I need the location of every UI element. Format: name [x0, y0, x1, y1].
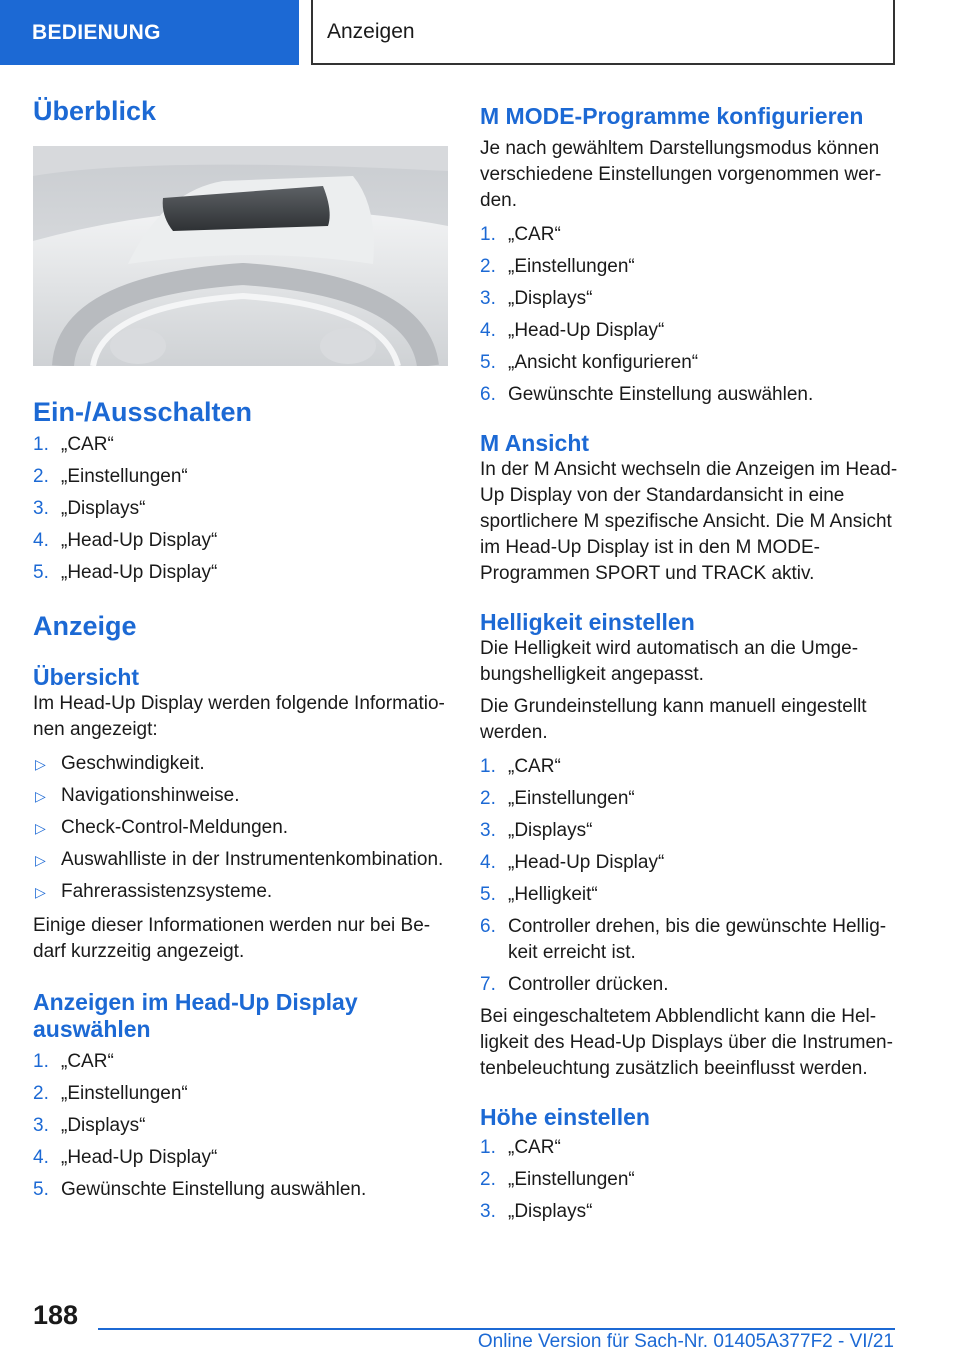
height-steps — [480, 1135, 900, 1225]
list-item: ▷ Geschwindigkeit. — [33, 751, 453, 777]
list-item: ▷ Fahrerassistenzsysteme. — [33, 879, 453, 905]
select-steps — [33, 1049, 453, 1203]
mview-heading: M Ansicht — [480, 430, 590, 456]
list-item: 5. „Head-Up Display“ — [33, 562, 218, 583]
onoff-steps — [33, 432, 453, 586]
mview-text: In der M Ansicht wechseln die Anzeigen im Head-Up Display von der Standardansicht in eine sportlichere M spezifische Ansicht. Die M Ansicht im Head-Up Display ist in den M MODE-Programmen SPORT und TRACK aktiv. — [480, 459, 898, 584]
list-item: 3. „Displays“ — [33, 498, 146, 519]
right-column — [480, 95, 900, 1225]
list-item: 3. „Displays“ — [480, 288, 593, 309]
select-heading: Anzeigen im Head-Up Display auswählen — [33, 989, 358, 1042]
overview-heading: Überblick — [33, 96, 157, 126]
list-item: 3. „Displays“ — [33, 1115, 146, 1136]
height-heading: Höhe einstellen — [480, 1104, 650, 1130]
footer-divider — [98, 1328, 895, 1330]
brightness-text-2: Die Grundeinstellung kann manuell eingestellt werden. — [480, 696, 867, 743]
list-item: 4. „Head-Up Display“ — [480, 320, 665, 341]
list-item: ▷ Navigationshinweise. — [33, 783, 453, 809]
list-item: 2. „Einstellungen“ — [480, 1169, 635, 1190]
brightness-note: Bei eingeschaltetem Abblendlicht kann die Helligkeit des Head-Up Displays über die Instrumentenbeleuchtung zusätzlich beeinflusst werden. — [480, 1006, 893, 1079]
dashboard-image — [33, 146, 448, 366]
list-item: 4. „Head-Up Display“ — [33, 530, 218, 551]
triangle-bullet-icon: ▷ — [35, 852, 46, 868]
triangle-bullet-icon: ▷ — [35, 788, 46, 804]
page-number: 188 — [33, 1300, 79, 1330]
onoff-heading: Ein-/Ausschalten — [33, 397, 253, 427]
list-item: 6. Gewünschte Einstellung auswählen. — [480, 384, 814, 405]
list-item: 1. „CAR“ — [480, 1137, 561, 1158]
list-item: 2. „Einstellungen“ — [33, 1083, 188, 1104]
list-item: 6. Controller drehen, bis die gewünschte Helligkeit erreicht ist. — [480, 916, 887, 963]
summary-note: Einige dieser Informationen werden nur bei Bedarf kurzzeitig angezeigt. — [33, 915, 431, 962]
left-column — [33, 95, 453, 1203]
triangle-bullet-icon: ▷ — [35, 820, 46, 836]
section-tab — [0, 0, 299, 65]
summary-heading: Übersicht — [33, 664, 140, 690]
list-item: 5. „Ansicht konfigurieren“ — [480, 352, 699, 373]
mmode-intro: Je nach gewähltem Darstellungsmodus können verschiedene Einstellungen vorgenommen werden. — [480, 138, 882, 211]
list-item: 4. „Head-Up Display“ — [33, 1147, 218, 1168]
list-item: 1. „CAR“ — [480, 756, 561, 777]
list-item: 2. „Einstellungen“ — [480, 256, 635, 277]
list-item: 5. Gewünschte Einstellung auswählen. — [33, 1179, 367, 1200]
list-item: 4. „Head-Up Display“ — [480, 852, 665, 873]
triangle-bullet-icon: ▷ — [35, 884, 46, 900]
display-heading: Anzeige — [33, 611, 137, 641]
list-item: 1. „CAR“ — [33, 1051, 114, 1072]
list-item: 3. „Displays“ — [480, 820, 593, 841]
chapter-title: Anzeigen — [327, 19, 415, 43]
list-item: 5. „Helligkeit“ — [480, 884, 598, 905]
summary-intro: Im Head-Up Display werden folgende Informationen angezeigt: — [33, 693, 445, 740]
summary-list — [33, 751, 453, 905]
list-item: 2. „Einstellungen“ — [33, 466, 188, 487]
brightness-steps — [480, 754, 900, 998]
mmode-steps — [480, 222, 900, 408]
list-item: 1. „CAR“ — [480, 224, 561, 245]
list-item: 3. „Displays“ — [480, 1201, 593, 1222]
section-title: BEDIENUNG — [32, 20, 161, 44]
list-item: 1. „CAR“ — [33, 434, 114, 455]
head-up-display-photo — [33, 146, 448, 366]
list-item: ▷ Auswahlliste in der Instrumentenkombination. — [33, 847, 453, 873]
mmode-heading: M MODE-Programme konfigurieren — [480, 103, 864, 129]
list-item: 7. Controller drücken. — [480, 974, 669, 995]
list-item: 2. „Einstellungen“ — [480, 788, 635, 809]
chapter-tab — [311, 0, 895, 65]
list-item: ▷ Check-Control-Meldungen. — [33, 815, 453, 841]
brightness-heading: Helligkeit einstellen — [480, 609, 695, 635]
triangle-bullet-icon: ▷ — [35, 756, 46, 772]
footer-version: Online Version für Sach-Nr. 01405A377F2 - VI/21 — [477, 1331, 894, 1352]
brightness-text-1: Die Helligkeit wird automatisch an die Umgebungshelligkeit angepasst. — [480, 638, 859, 685]
